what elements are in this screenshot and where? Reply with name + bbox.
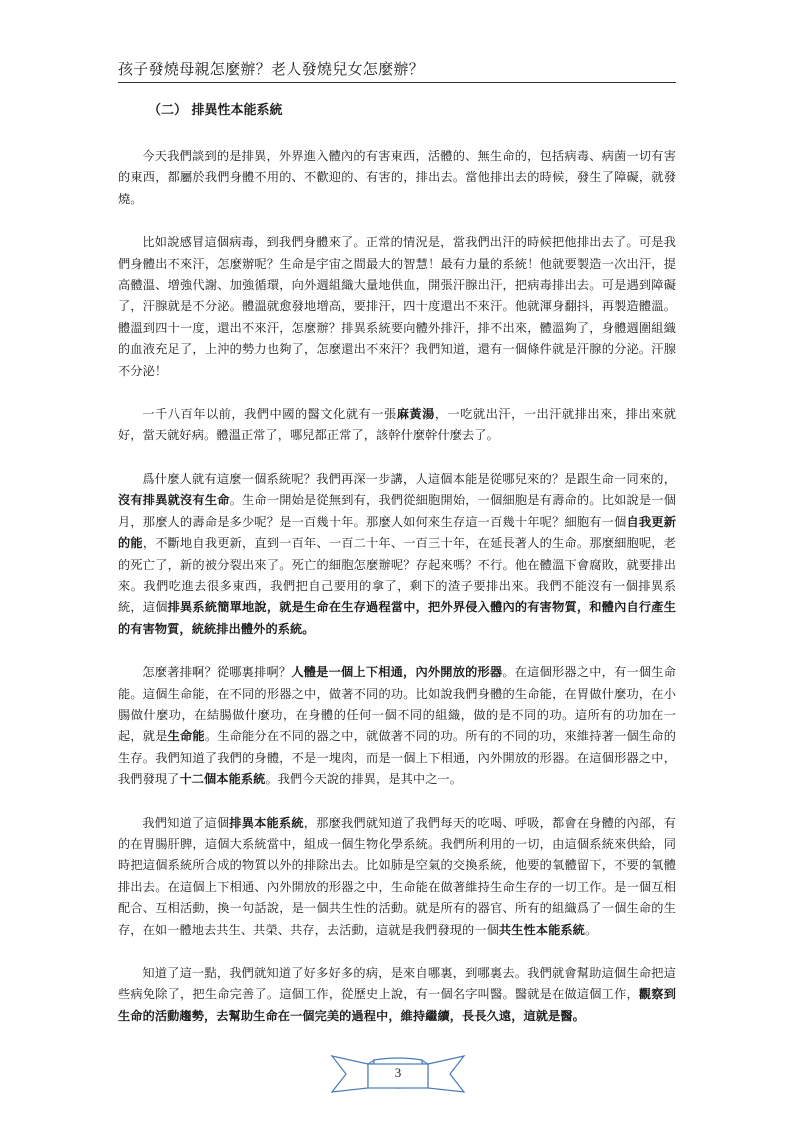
emphasized-text: 麻黃湯 xyxy=(396,407,435,422)
body-paragraph xyxy=(118,232,676,382)
emphasized-text: 人體是一個上下相通，內外開放的形器 xyxy=(291,665,503,680)
paragraph-text: 。生命能分在不同的器之中，就做著不同的功。所有的不同的功，來維持著一個生命的生存。我們知道了我們的身體，不是一塊肉，而是一個上下相通，內外開放的形器。在這個形器之中，我們發現了 xyxy=(118,729,676,787)
body-paragraph xyxy=(118,813,676,941)
page-header-title: 孩子發燒母親怎麼辦？老人發燒兒女怎麼辦？ xyxy=(118,60,425,78)
paragraph-text: ，一吃就出汗，一出汗就排出來，排出來就好，當天就好病。體溫正常了，哪兒都正常了，該幹什麼幹什麼去了。 xyxy=(118,407,676,443)
emphasized-text: 排異本能系統 xyxy=(229,815,304,830)
paragraph-text: 。生命一開始是從無到有，我們從細胞開始，一個細胞是有壽命的。比如說是一個月，那麼人的壽命是多少呢？是一百幾十年。那麼人如何來生存這一百幾十年呢？細胞有一個 xyxy=(118,493,676,529)
paragraph-text: 。在這個形器之中，有一個生命能。這個生命能，在不同的形器之中，做著不同的功。比如說我們身體的生命能，在胃做什麼功，在小腸做什麼功，在結腸做什麼功，在身體的任何一個不同的組織，做的是不同的功。這所有的功加在一起，就是 xyxy=(118,665,677,744)
paragraph-text: 。 xyxy=(584,922,598,937)
emphasized-text: 觀察到生命的活動趨勢，去幫助生命在一個完美的過程中，維持繼續，長長久遠，這就是醫。 xyxy=(118,987,676,1023)
paragraph-text: 。我們今天說的排異，是其中之一。 xyxy=(265,772,463,787)
body-paragraph xyxy=(118,963,676,1027)
body-paragraph xyxy=(118,469,676,640)
paragraph-list xyxy=(118,146,676,1027)
header-divider xyxy=(118,82,676,83)
body-paragraph xyxy=(118,404,676,447)
page-number: 3 xyxy=(394,1065,402,1080)
emphasized-text: 共生性本能系統 xyxy=(498,922,585,937)
emphasized-text: 生命能 xyxy=(167,729,205,744)
section-heading: （二） 排異性本能系統 xyxy=(148,103,283,118)
paragraph-text: 一千八百年以前，我們中國的醫文化就有一張 xyxy=(142,407,397,422)
paragraph-text: ，那麼我們就知道了我們每天的吃喝、呼吸，都會在身體的內部，有的在胃腸肝脾，這個大系統當中，組成一個生物化學系統。我們所利用的一切，由這個系統來供給，同時把這個系統所合成的物質以外的排除出去。比如肺是空氣的交換系統，他要的氧體留下，不要的氧體排出去。在這個上下相通、內外開放的形器之中，生命能在做著維持生命生存的一切工作。是一個互相配合、互相活動，換一句話說，是一個共生性的活動。就是所有的器官、所有的組織爲了一個生命的生存，在如一體地去共生、共榮、共存，去活動，這就是我們發現的一個 xyxy=(118,815,677,937)
paragraph-text: 我們知道了這個 xyxy=(142,815,230,830)
paragraph-text: 怎麼著排啊？從哪裏排啊？ xyxy=(142,665,292,680)
paragraph-text: 爲什麼人就有這麼一個系統呢？我們再深一步講，人這個本能是從哪兒來的？是跟生命一同來的， xyxy=(142,471,676,486)
body-paragraph xyxy=(118,146,676,210)
paragraph-text: ，不斷地自我更新，直到一百年、一百二十年、一百三十年，在延長著人的生命。那麼細胞呢，老的死亡了，新的被分裂出來了。死亡的細胞怎麼辦呢？存起來嗎？不行。他在體溫下會腐敗，就要排出來。我們吃進去很多東西，我們把自己要用的拿了，剩下的渣子要排出來。我們不能沒有一個排異系統，這個 xyxy=(118,536,676,615)
emphasized-text: 自我更新的能 xyxy=(118,514,676,551)
paragraph-text: 知道了這一點，我們就知道了好多好多的病，是來自哪裏，到哪裏去。我們就會幫助這個生命把這些病免除了，把生命完善了。這個工作，從歷史上說，有一個名字叫醫。醫就是在做這個工作， xyxy=(118,966,676,1002)
emphasized-text: 排異系統簡單地說，就是生命在生存過程當中，把外界侵入體內的有害物質，和體內自行產生的有害物質，統統排出體外的系統。 xyxy=(118,600,676,636)
emphasized-text: 沒有排異就沒有生命 xyxy=(118,493,230,508)
page-number-ribbon xyxy=(330,1052,466,1096)
emphasized-text: 十二個本能系統 xyxy=(179,772,266,787)
paragraph-text: 今天我們談到的是排異，外界進入體內的有害東西，活體的、無生命的，包括病毒、病菌一切有害的東西，都屬於我們身體不用的、不歡迎的、有害的，排出去。當他排出去的時候，發生了障礙，就發燒。 xyxy=(118,149,676,206)
document-body xyxy=(118,100,676,1049)
body-paragraph xyxy=(118,662,676,790)
paragraph-text: 比如說感冒這個病毒，到我們身體來了。正常的情況是，當我們出汗的時候把他排出去了。可是我們身體出不來汗，怎麼辦呢？生命是宇宙之間最大的智慧！最有力量的系統！他就要製造一次出汗，提高體溫、增強代謝、加強循環，向外週組織大量地供血，開張汗腺出汗，把病毒排出去。可是遇到障礙了，汗腺就是不分泌。體溫就愈發地增高，要排汗，四十度還出不來汗。他就渾身翻抖，再製造體溫。體溫到四十一度，還出不來汗，怎麼辦？排異系統要向體外排汗，排不出來，體溫夠了，身體週圍組織的血液充足了，上沖的勢力也夠了，怎麼還出不來汗？我們知道，還有一個條件就是汗腺的分泌。汗腺不分泌！ xyxy=(118,235,676,378)
